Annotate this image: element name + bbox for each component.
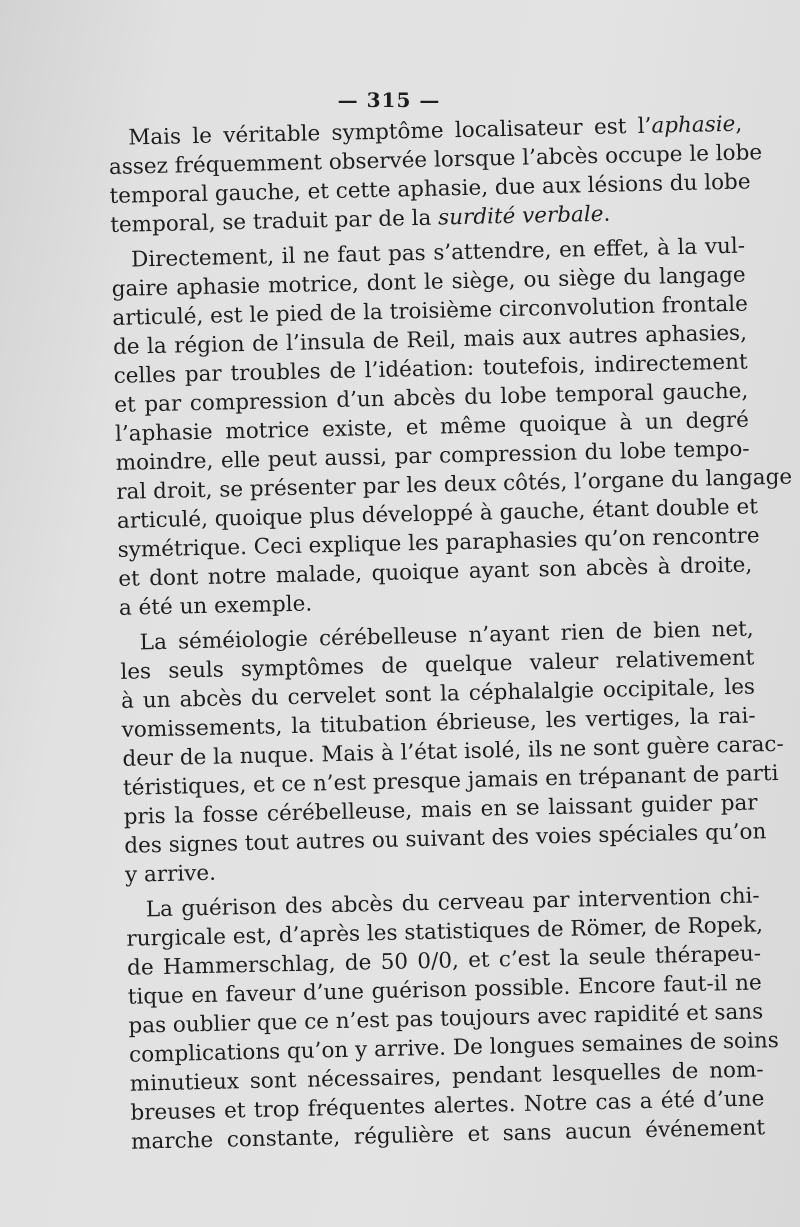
line-text: , (735, 111, 743, 137)
text-line: l’aphasie motrice existe, et même quoique à un degré (114, 407, 750, 447)
text-line: de Hammerschlag, de 50 0/0, et c’est la seule thérapeu- (126, 941, 762, 981)
text-line: pas oublier que ce n’est pas toujours avec rapidité et sans (128, 999, 764, 1039)
text-line: téristiques, et ce n’est presque jamais en trépanant de parti (122, 760, 779, 801)
line-text: . (603, 201, 611, 227)
line-text: Mais le véritable symptôme localisateur est l’ (128, 113, 652, 151)
text-line: moindre, elle peut aussi, par compression du lobe tempo- (115, 436, 750, 476)
text-line: des signes tout autres ou suivant des voies spéciales qu’on (124, 819, 767, 859)
text-line: rurgicale est, d’après les statistiques de Römer, de Ropek, (126, 912, 764, 952)
text-line: et dont notre malade, quoique ayant son abcès à droite, (118, 552, 753, 592)
text-line: a été un exemple. (118, 591, 313, 621)
text-line: vomissements, la titubation ébrieuse, les vertiges, la rai- (121, 703, 756, 743)
line-text: temporal, se traduit par de la (110, 205, 439, 238)
text-line: Directement, il ne faut pas s’attendre, en effet, à la vul- (130, 233, 746, 273)
text-line: La séméiologie cérébelleuse n’ayant rien de bien net, (139, 616, 754, 656)
text-line: temporal gauche, et cette aphasie, due aux lésions du lobe (109, 169, 751, 209)
page-number: — 315 — (337, 88, 441, 112)
paragraph (119, 614, 784, 889)
paragraph (111, 232, 793, 623)
italic-term: surdité verbale (437, 201, 604, 231)
text-line: deur de la nuque. Mais à l’état isolé, ils ne sont guère carac- (122, 731, 784, 772)
italic-term: aphasie (651, 111, 736, 139)
text-line: et par compression d’un abcès du lobe temporal gauche, (114, 378, 749, 418)
text-line: complications qu’on y arrive. De longues semaines de soins (128, 1028, 780, 1068)
text-line: pris la fosse cérébelleuse, mais en se laissant guider par (123, 790, 758, 830)
text-line: tique en faveur d’une guérison possible. Encore faut-il ne (127, 970, 762, 1010)
text-line: articulé, est le pied de la troisième circonvolution frontale (112, 291, 749, 331)
text-line: de la région de l’insula de Reil, mais aux autres aphasies, (112, 320, 748, 360)
text-line: y arrive. (124, 860, 217, 888)
text-line: les seuls symptômes de quelque valeur relativement (120, 645, 755, 685)
text-line: à un abcès du cervelet sont la céphalalgie occipitale, les (120, 674, 756, 714)
text-line: minutieux sont nécessaires, pendant lesquelles de nom- (129, 1057, 764, 1097)
text-line: articulé, quoique plus développé à gauche, étant double et (116, 494, 759, 534)
text-line: La guérison des abcès du cerveau par intervention chi- (145, 883, 760, 923)
body-text (108, 110, 793, 1163)
text-line: gaire aphasie motrice, dont le siège, ou siège du langage (111, 262, 746, 302)
text-line: marche constante, régulière et sans aucun événement (130, 1115, 766, 1155)
paragraph (126, 881, 780, 1156)
paragraph (108, 110, 763, 240)
text-line: assez fréquemment observée lorsque l’abcès occupe le lobe (108, 140, 763, 180)
text-line: symétrique. Ceci explique les paraphasies qu’on rencontre (117, 523, 760, 563)
text-line: ral droit, se présenter par les deux côtés, l’organe du langage (116, 464, 793, 505)
text-line: breuses et trop fréquentes alertes. Notre cas a été d’une (130, 1086, 765, 1126)
text-line: celles par troubles de l’idéation: toutefois, indirectement (113, 349, 748, 389)
